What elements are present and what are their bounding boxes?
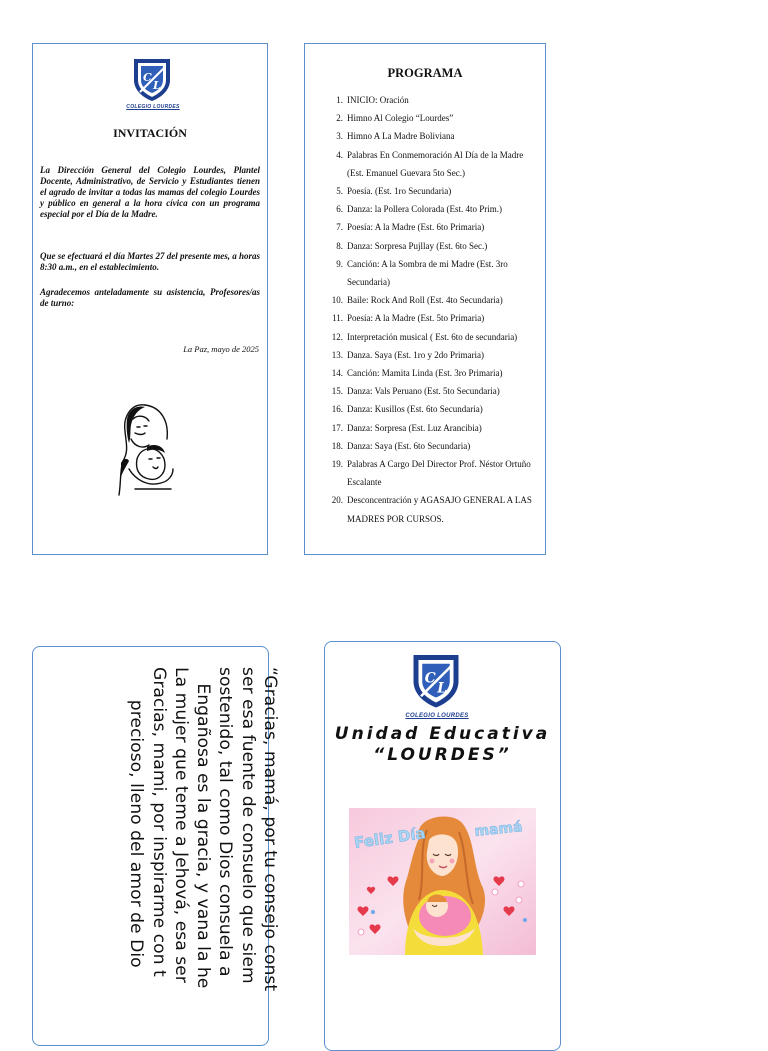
cover-title [325, 724, 560, 766]
program-item: 2. Himno Al Colegio “Lourdes” [336, 113, 454, 124]
mothers-day-quote [125, 667, 281, 1027]
program-item: 15. Danza: Vals Peruano (Est. 5to Secundaria) [331, 386, 500, 397]
program-item: 14. Canción: Mamita Linda (Est. 3ro Primaria) [331, 368, 503, 379]
cover-title-line-2: “LOURDES” [373, 745, 512, 765]
program-item: 19. Palabras A Cargo Del Director Prof. Néstor Ortuño Escalante [331, 459, 531, 488]
invitation-title: INVITACIÓN [113, 126, 187, 140]
program-item: 3. Himno A La Madre Boliviana [336, 131, 455, 142]
program-title: PROGRAMA [387, 66, 463, 80]
invitation-card [32, 43, 268, 555]
school-label: COLEGIO LOURDES [405, 713, 469, 719]
program-item: 11. Poesía: A la Madre (Est. 5to Primaria) [332, 313, 485, 324]
school-label: COLEGIO LOURDES [126, 104, 180, 110]
quote-line: Engañosa es la gracia, y vana la he [193, 667, 214, 989]
quote-card [32, 646, 280, 1046]
school-shield-icon [132, 56, 172, 102]
artwork-text-feliz-dia: Feliz Día [353, 824, 427, 852]
quote-line: Gracias, mami, por inspirarme con t [148, 667, 169, 977]
program-item: 18. Danza: Saya (Est. 6to Secundaria) [331, 440, 471, 451]
program-item: 8. Danza: Sorpresa Pujllay (Est. 6to Sec.) [336, 240, 488, 251]
quote-line: “Gracias, mamá, por tu consejo const [260, 667, 280, 992]
program-item: 10. Baile: Rock And Roll (Est. 4to Secundaria) [331, 295, 503, 306]
program-item: 20. Desconcentración y AGASAJO GENERAL A LAS MADRES POR CURSOS. [331, 495, 532, 524]
program-card [304, 43, 546, 555]
mother-and-child-sketch [111, 399, 181, 497]
program-list [313, 91, 541, 528]
quote-line: ser esa fuente de consuelo que siem [237, 667, 258, 984]
quote-line: sostenido, tal como Dios consuela a [215, 667, 236, 977]
program-item: 1. INICIO: Oración [336, 95, 409, 105]
mothers-day-artwork [349, 808, 536, 955]
invitation-paragraph-3: Agradecemos anteladamente su asistencia, Profesores/as de turno: [40, 287, 260, 308]
svg-text:C: C [143, 71, 152, 84]
program-item: 12. Interpretación musical ( Est. 6to de secundaria) [331, 331, 518, 342]
artwork-text-mama: mamá [473, 819, 524, 840]
invitation-paragraph-2: Que se efectuará el día Martes 27 del presente mes, a horas 8:30 a.m., en el establecimiento. [40, 251, 260, 272]
program-item: 13. Danza. Saya (Est. 1ro y 2do Primaria) [331, 349, 484, 360]
svg-text:C: C [424, 670, 436, 687]
program-item: 5. Poesía. (Est. 1ro Secundaria) [336, 186, 452, 197]
program-item: 17. Danza: Sorpresa (Est. Luz Arancibia) [331, 422, 482, 433]
cover-card [324, 641, 561, 1051]
program-item: 16. Danza: Kusillos (Est. 6to Secundaria) [331, 404, 483, 415]
program-item: 6. Danza: la Pollera Colorada (Est. 4to Prim.) [336, 204, 502, 215]
program-item: 4. Palabras En Conmemoración Al Día de la Madre (Est. Emanuel Guevara 5to Sec.) [336, 149, 524, 178]
invitation-place-date: La Paz, mayo de 2025 [183, 344, 259, 354]
quote-line: La mujer que teme a Jehová, esa ser [170, 667, 191, 983]
svg-text:L: L [437, 680, 447, 697]
svg-text:L: L [153, 79, 161, 92]
invitation-paragraph-1: La Dirección General del Colegio Lourdes, Plantel Docente, Administrativo, de Servicio y Estudiantes tienen el agrado de invitar a todas las mamas del colegio Lourdes y público en general a la hora cívica con un programa especial por el Día de la Madre. [40, 165, 260, 219]
school-shield-icon [411, 650, 461, 710]
program-item: 7. Poesía: A la Madre (Est. 6to Primaria) [336, 222, 485, 233]
quote-line: precioso, lleno del amor de Dio [126, 667, 147, 968]
program-item: 9. Canción: A la Sombra de mi Madre (Est. 3ro Secundaria) [336, 258, 508, 288]
cover-title-line-1: Unidad Educativa [334, 724, 551, 744]
